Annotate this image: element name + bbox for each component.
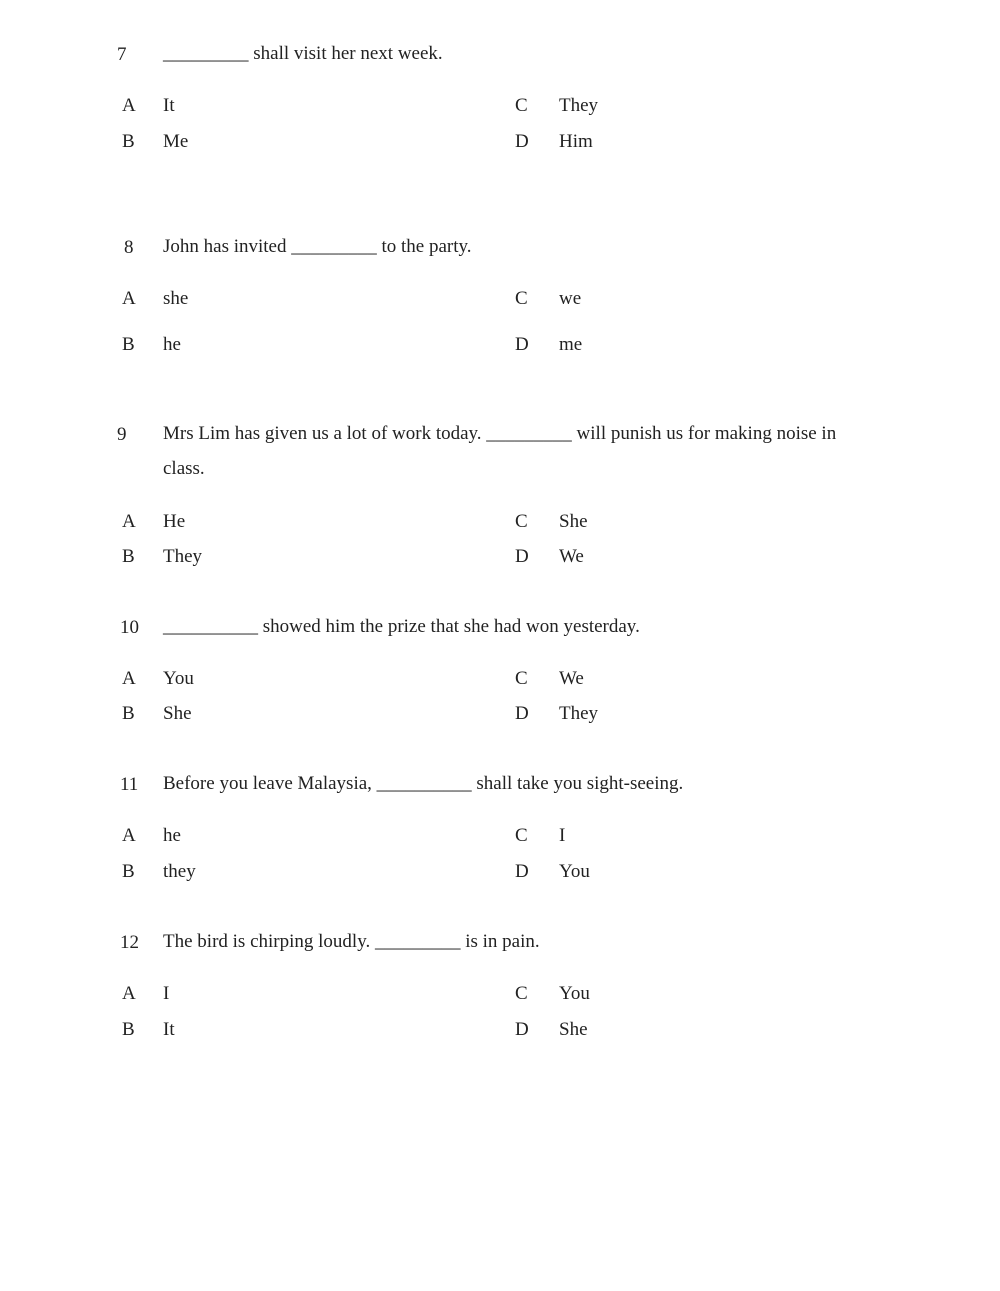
option-letter: D — [515, 546, 529, 567]
option-text: She — [559, 511, 588, 532]
option-text: You — [163, 668, 194, 689]
option-text: You — [559, 861, 590, 882]
option-text: I — [163, 983, 170, 1004]
option-text: We — [559, 546, 584, 567]
option-letter: C — [515, 511, 528, 532]
option-letter: A — [122, 825, 136, 846]
question-number: 9 — [117, 424, 127, 445]
option-text: She — [559, 1019, 588, 1040]
option-letter: A — [122, 511, 136, 532]
option-letter: C — [515, 288, 528, 309]
option-text: We — [559, 668, 584, 689]
option-letter: D — [515, 334, 529, 355]
option-letter: B — [122, 131, 135, 152]
option-text: They — [559, 95, 599, 116]
option-letter: C — [515, 825, 528, 846]
option-letter: D — [515, 861, 529, 882]
option-letter: D — [515, 131, 529, 152]
option-text: She — [163, 703, 192, 724]
question-text: Mrs Lim has given us a lot of work today. _________ will punish us for making noise in class. — [163, 423, 837, 479]
question-text: __________ showed him the prize that she had won yesterday. — [163, 616, 640, 637]
option-text: we — [559, 288, 582, 309]
option-text: It — [163, 95, 175, 116]
option-letter: C — [515, 983, 528, 1004]
option-letter: B — [122, 703, 135, 724]
option-text: Him — [559, 131, 593, 152]
option-text: she — [163, 288, 189, 309]
option-letter: C — [515, 668, 528, 689]
question-number: 8 — [124, 237, 134, 258]
question-text: _________ shall visit her next week. — [163, 43, 443, 64]
option-text: He — [163, 511, 186, 532]
option-letter: D — [515, 1019, 529, 1040]
question-number: 7 — [117, 44, 127, 65]
option-letter: A — [122, 288, 136, 309]
option-letter: C — [515, 95, 528, 116]
option-letter: A — [122, 95, 136, 116]
option-letter: B — [122, 1019, 135, 1040]
option-text: he — [163, 334, 181, 355]
question-text: John has invited _________ to the party. — [163, 236, 472, 257]
question-number: 10 — [120, 617, 139, 638]
option-text: Me — [163, 131, 189, 152]
option-letter: B — [122, 861, 135, 882]
option-letter: B — [122, 334, 135, 355]
option-text: I — [559, 825, 566, 846]
option-text: me — [559, 334, 583, 355]
question-text: Before you leave Malaysia, __________ shall take you sight-seeing. — [163, 773, 684, 794]
question-number: 12 — [120, 932, 139, 953]
question-number: 11 — [120, 774, 139, 795]
question-text: The bird is chirping loudly. _________ is in pain. — [163, 931, 540, 952]
option-text: You — [559, 983, 590, 1004]
option-text: It — [163, 1019, 175, 1040]
option-letter: D — [515, 703, 529, 724]
option-letter: A — [122, 668, 136, 689]
option-text: They — [163, 546, 203, 567]
option-text: They — [559, 703, 599, 724]
option-letter: A — [122, 983, 136, 1004]
option-text: they — [163, 861, 196, 882]
option-letter: B — [122, 546, 135, 567]
option-text: he — [163, 825, 181, 846]
